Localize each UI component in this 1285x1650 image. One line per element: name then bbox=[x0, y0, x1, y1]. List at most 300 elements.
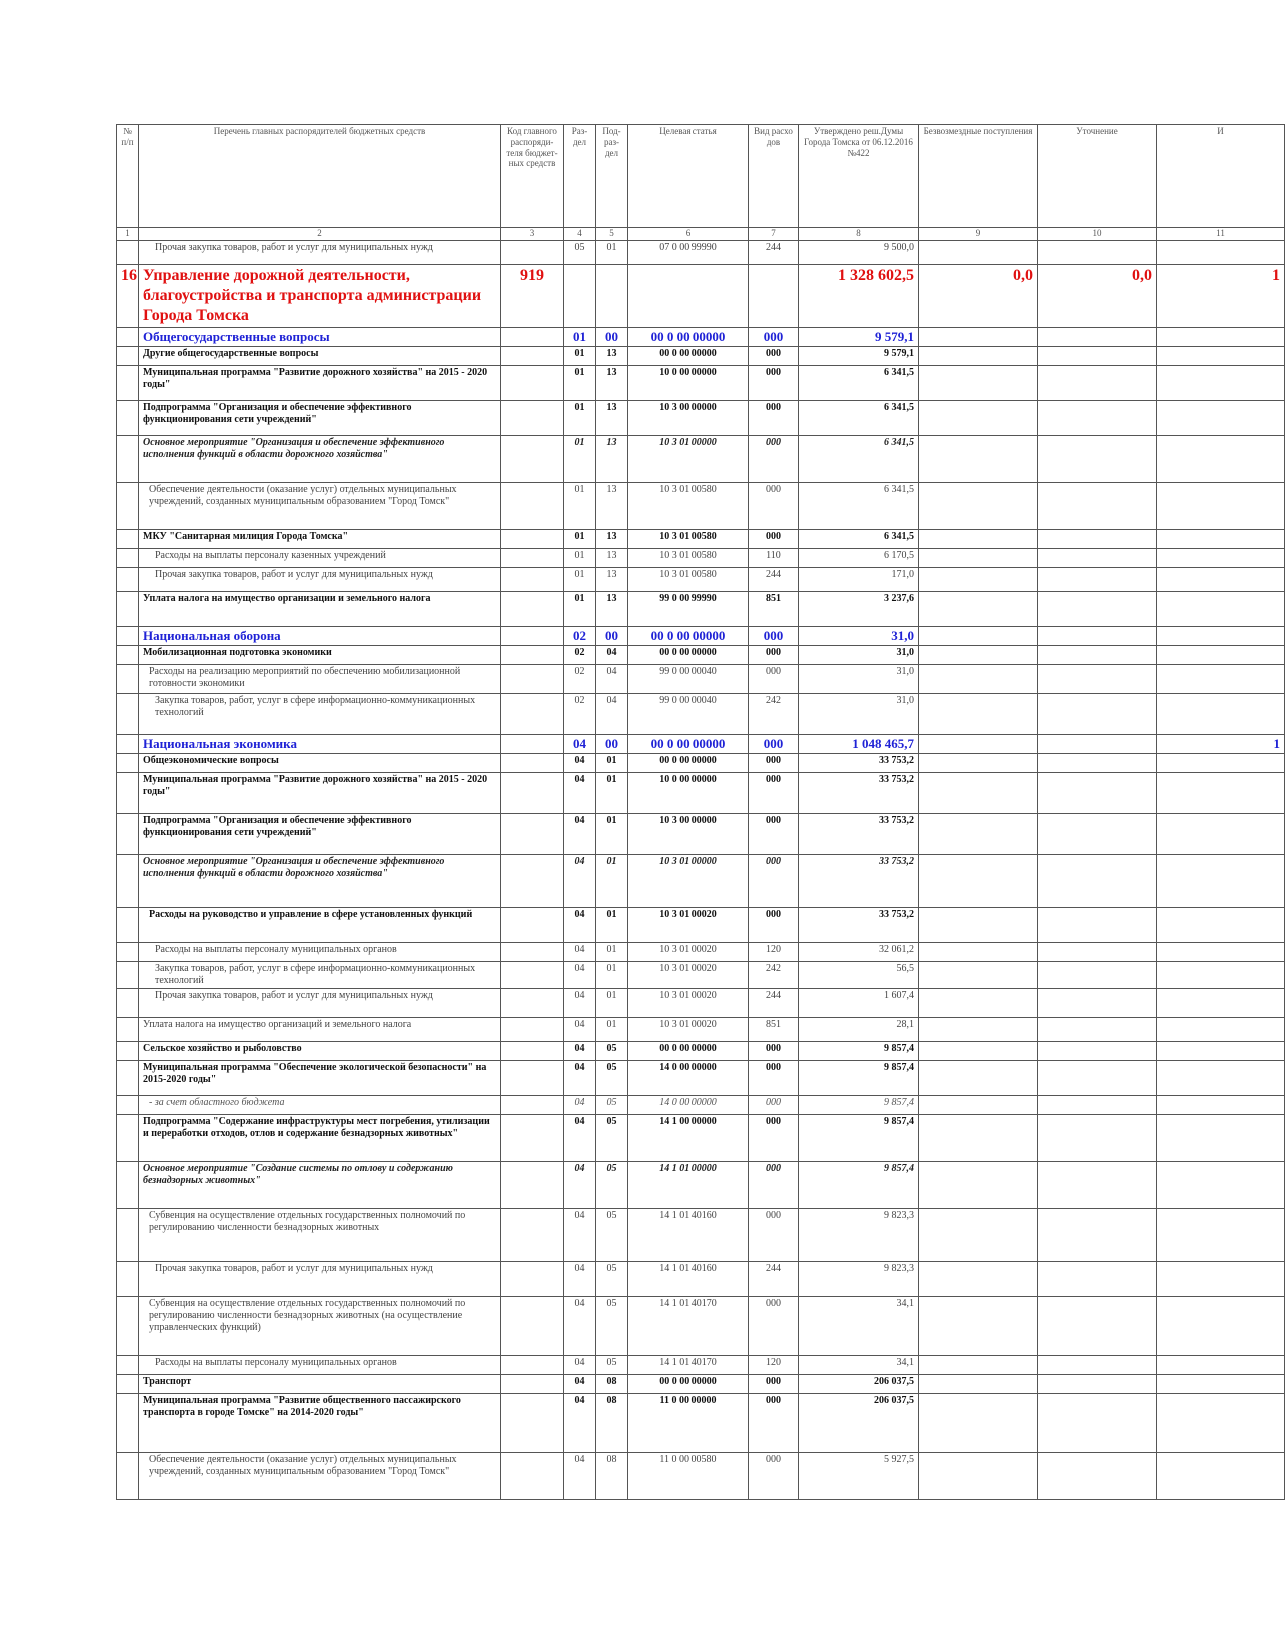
row-free bbox=[919, 1375, 1038, 1394]
row-target: 10 3 01 00020 bbox=[628, 962, 749, 989]
row-clar bbox=[1038, 855, 1157, 908]
row-code bbox=[501, 694, 564, 735]
row-number bbox=[117, 962, 139, 989]
row-extra bbox=[1157, 908, 1285, 943]
row-podrazdel: 01 bbox=[596, 1018, 628, 1042]
row-code bbox=[501, 592, 564, 627]
row-vid: 000 bbox=[749, 530, 799, 549]
row-free bbox=[919, 1042, 1038, 1061]
row-clar bbox=[1038, 962, 1157, 989]
row-approved: 206 037,5 bbox=[799, 1394, 919, 1453]
row-target: 14 1 00 00000 bbox=[628, 1115, 749, 1162]
row-free bbox=[919, 1394, 1038, 1453]
row-extra bbox=[1157, 1453, 1285, 1500]
row-target: 10 0 00 00000 bbox=[628, 773, 749, 814]
table-row bbox=[117, 855, 1285, 908]
row-extra: 1 bbox=[1157, 265, 1285, 328]
row-code bbox=[501, 1453, 564, 1500]
row-target: 00 0 00 00000 bbox=[628, 754, 749, 773]
row-free bbox=[919, 549, 1038, 568]
row-name: Обеспечение деятельности (оказание услуг) отдельных муниципальных учреждений, созданных муниципальным образованием "Город Томск" bbox=[139, 483, 501, 530]
row-extra bbox=[1157, 366, 1285, 401]
table-row bbox=[117, 568, 1285, 592]
row-code bbox=[501, 1162, 564, 1209]
row-podrazdel: 00 bbox=[596, 735, 628, 754]
row-code bbox=[501, 735, 564, 754]
row-podrazdel: 13 bbox=[596, 483, 628, 530]
row-vid: 000 bbox=[749, 1096, 799, 1115]
row-vid: 000 bbox=[749, 1115, 799, 1162]
row-extra bbox=[1157, 665, 1285, 694]
row-razdel: 01 bbox=[564, 401, 596, 436]
row-clar bbox=[1038, 735, 1157, 754]
row-target: 10 3 01 00580 bbox=[628, 549, 749, 568]
row-number bbox=[117, 568, 139, 592]
row-target: 10 3 01 00580 bbox=[628, 530, 749, 549]
row-name: Муниципальная программа "Развитие дорожного хозяйства" на 2015 - 2020 годы" bbox=[139, 366, 501, 401]
budget-table bbox=[116, 124, 1285, 1500]
row-name: Основное мероприятие "Организация и обеспечение эффективного исполнения функций в области дорожного хозяйства" bbox=[139, 436, 501, 483]
row-name: Уплата налога на имущество организации и земельного налога bbox=[139, 592, 501, 627]
row-clar bbox=[1038, 814, 1157, 855]
row-vid: 000 bbox=[749, 1162, 799, 1209]
row-razdel: 04 bbox=[564, 1042, 596, 1061]
row-extra bbox=[1157, 1162, 1285, 1209]
row-extra bbox=[1157, 1262, 1285, 1297]
row-clar bbox=[1038, 568, 1157, 592]
table-row bbox=[117, 665, 1285, 694]
header-code: Код главного распоряди-теля бюджет-ных средств bbox=[501, 125, 564, 228]
row-code bbox=[501, 401, 564, 436]
row-extra bbox=[1157, 592, 1285, 627]
row-approved: 9 500,0 bbox=[799, 241, 919, 265]
row-name: Другие общегосударственные вопросы bbox=[139, 347, 501, 366]
row-clar bbox=[1038, 665, 1157, 694]
table-row bbox=[117, 592, 1285, 627]
row-target: 00 0 00 00000 bbox=[628, 1375, 749, 1394]
row-approved: 9 857,4 bbox=[799, 1061, 919, 1096]
row-approved: 31,0 bbox=[799, 694, 919, 735]
row-razdel: 04 bbox=[564, 1018, 596, 1042]
row-razdel: 04 bbox=[564, 1115, 596, 1162]
row-podrazdel: 00 bbox=[596, 328, 628, 347]
row-vid: 000 bbox=[749, 646, 799, 665]
row-vid: 244 bbox=[749, 241, 799, 265]
row-number bbox=[117, 1115, 139, 1162]
row-podrazdel: 01 bbox=[596, 855, 628, 908]
row-approved: 33 753,2 bbox=[799, 908, 919, 943]
row-approved: 9 823,3 bbox=[799, 1262, 919, 1297]
row-clar bbox=[1038, 1042, 1157, 1061]
row-podrazdel: 04 bbox=[596, 665, 628, 694]
row-extra bbox=[1157, 1356, 1285, 1375]
row-vid: 120 bbox=[749, 1356, 799, 1375]
row-razdel: 01 bbox=[564, 568, 596, 592]
table-row bbox=[117, 989, 1285, 1018]
table-row bbox=[117, 401, 1285, 436]
table-row bbox=[117, 943, 1285, 962]
row-code bbox=[501, 1394, 564, 1453]
row-number bbox=[117, 1453, 139, 1500]
row-name: Основное мероприятие "Организация и обеспечение эффективного исполнения функций в области дорожного хозяйства" bbox=[139, 855, 501, 908]
row-number bbox=[117, 1061, 139, 1096]
row-target: 10 3 00 00000 bbox=[628, 814, 749, 855]
row-podrazdel: 13 bbox=[596, 549, 628, 568]
row-extra bbox=[1157, 943, 1285, 962]
row-extra bbox=[1157, 1297, 1285, 1356]
row-target: 10 3 01 00000 bbox=[628, 855, 749, 908]
row-podrazdel: 08 bbox=[596, 1394, 628, 1453]
row-code bbox=[501, 855, 564, 908]
table-row bbox=[117, 1209, 1285, 1262]
row-extra bbox=[1157, 1375, 1285, 1394]
row-free bbox=[919, 773, 1038, 814]
row-clar bbox=[1038, 1061, 1157, 1096]
row-vid: 110 bbox=[749, 549, 799, 568]
row-podrazdel: 13 bbox=[596, 568, 628, 592]
row-name: Муниципальная программа "Развитие дорожного хозяйства" на 2015 - 2020 годы" bbox=[139, 773, 501, 814]
row-target: 10 3 00 00000 bbox=[628, 401, 749, 436]
row-number bbox=[117, 1018, 139, 1042]
row-number bbox=[117, 592, 139, 627]
row-number bbox=[117, 989, 139, 1018]
row-extra bbox=[1157, 754, 1285, 773]
row-code bbox=[501, 814, 564, 855]
row-vid: 244 bbox=[749, 1262, 799, 1297]
table-row bbox=[117, 1061, 1285, 1096]
row-razdel: 04 bbox=[564, 1061, 596, 1096]
table-row bbox=[117, 1115, 1285, 1162]
row-razdel: 04 bbox=[564, 1262, 596, 1297]
row-code bbox=[501, 530, 564, 549]
row-number bbox=[117, 1356, 139, 1375]
row-razdel: 01 bbox=[564, 328, 596, 347]
row-approved: 32 061,2 bbox=[799, 943, 919, 962]
row-podrazdel: 05 bbox=[596, 1297, 628, 1356]
row-number bbox=[117, 1262, 139, 1297]
row-target: 11 0 00 00000 bbox=[628, 1394, 749, 1453]
row-name: Прочая закупка товаров, работ и услуг для муниципальных нужд bbox=[139, 1262, 501, 1297]
row-code bbox=[501, 908, 564, 943]
row-free bbox=[919, 1115, 1038, 1162]
row-clar bbox=[1038, 694, 1157, 735]
row-free bbox=[919, 694, 1038, 735]
row-approved: 9 857,4 bbox=[799, 1162, 919, 1209]
row-razdel: 04 bbox=[564, 1356, 596, 1375]
header-target: Целевая статья bbox=[628, 125, 749, 228]
row-name: Прочая закупка товаров, работ и услуг для муниципальных нужд bbox=[139, 989, 501, 1018]
header-razdel: Раз-дел bbox=[564, 125, 596, 228]
row-free bbox=[919, 665, 1038, 694]
row-podrazdel: 01 bbox=[596, 943, 628, 962]
row-target: 00 0 00 00000 bbox=[628, 735, 749, 754]
row-razdel: 04 bbox=[564, 814, 596, 855]
header-name: Перечень главных распорядителей бюджетных средств bbox=[139, 125, 501, 228]
row-code bbox=[501, 1209, 564, 1262]
row-podrazdel: 05 bbox=[596, 1096, 628, 1115]
row-podrazdel: 05 bbox=[596, 1042, 628, 1061]
row-razdel: 04 bbox=[564, 855, 596, 908]
table-row bbox=[117, 1394, 1285, 1453]
row-free bbox=[919, 1297, 1038, 1356]
table-row bbox=[117, 366, 1285, 401]
row-name: - за счет областного бюджета bbox=[139, 1096, 501, 1115]
row-podrazdel: 01 bbox=[596, 754, 628, 773]
row-name: Уплата налога на имущество организаций и земельного налога bbox=[139, 1018, 501, 1042]
row-razdel: 05 bbox=[564, 241, 596, 265]
row-clar bbox=[1038, 1018, 1157, 1042]
row-name: Муниципальная программа "Обеспечение экологической безопасности" на 2015-2020 годы" bbox=[139, 1061, 501, 1096]
row-target: 14 1 01 40170 bbox=[628, 1356, 749, 1375]
row-name: Мобилизационная подготовка экономики bbox=[139, 646, 501, 665]
row-number bbox=[117, 694, 139, 735]
row-free bbox=[919, 1209, 1038, 1262]
row-vid: 000 bbox=[749, 1297, 799, 1356]
row-approved: 31,0 bbox=[799, 665, 919, 694]
col-number: 2 bbox=[139, 228, 501, 241]
row-target: 10 3 01 00580 bbox=[628, 568, 749, 592]
row-number bbox=[117, 627, 139, 646]
col-number: 5 bbox=[596, 228, 628, 241]
row-free bbox=[919, 627, 1038, 646]
row-number bbox=[117, 1209, 139, 1262]
row-approved: 206 037,5 bbox=[799, 1375, 919, 1394]
row-clar bbox=[1038, 1096, 1157, 1115]
row-extra bbox=[1157, 241, 1285, 265]
row-free bbox=[919, 754, 1038, 773]
row-approved: 34,1 bbox=[799, 1297, 919, 1356]
row-target: 14 0 00 00000 bbox=[628, 1061, 749, 1096]
row-free bbox=[919, 366, 1038, 401]
row-razdel: 01 bbox=[564, 483, 596, 530]
row-name: Прочая закупка товаров, работ и услуг для муниципальных нужд bbox=[139, 241, 501, 265]
row-razdel: 02 bbox=[564, 627, 596, 646]
row-code bbox=[501, 1356, 564, 1375]
row-vid: 242 bbox=[749, 962, 799, 989]
row-number bbox=[117, 773, 139, 814]
row-free: 0,0 bbox=[919, 265, 1038, 328]
row-free bbox=[919, 347, 1038, 366]
row-free bbox=[919, 989, 1038, 1018]
row-approved: 5 927,5 bbox=[799, 1453, 919, 1500]
row-name: Подпрограмма "Организация и обеспечение эффективного функционирования сети учреждений" bbox=[139, 401, 501, 436]
row-number bbox=[117, 735, 139, 754]
row-target: 14 1 01 40160 bbox=[628, 1262, 749, 1297]
row-vid: 120 bbox=[749, 943, 799, 962]
row-name: Расходы на выплаты персоналу муниципальных органов bbox=[139, 1356, 501, 1375]
row-free bbox=[919, 401, 1038, 436]
row-code bbox=[501, 1297, 564, 1356]
row-vid: 000 bbox=[749, 1061, 799, 1096]
col-number: 4 bbox=[564, 228, 596, 241]
row-podrazdel: 01 bbox=[596, 773, 628, 814]
budget-table-sheet bbox=[116, 124, 1280, 1500]
row-razdel: 04 bbox=[564, 943, 596, 962]
row-code bbox=[501, 1096, 564, 1115]
row-clar bbox=[1038, 627, 1157, 646]
row-vid: 000 bbox=[749, 855, 799, 908]
row-razdel: 01 bbox=[564, 530, 596, 549]
row-number bbox=[117, 241, 139, 265]
header-extra: И bbox=[1157, 125, 1285, 228]
row-clar bbox=[1038, 943, 1157, 962]
row-vid: 000 bbox=[749, 1453, 799, 1500]
row-podrazdel: 13 bbox=[596, 401, 628, 436]
row-free bbox=[919, 592, 1038, 627]
row-clar bbox=[1038, 1356, 1157, 1375]
row-code bbox=[501, 328, 564, 347]
table-row bbox=[117, 1162, 1285, 1209]
table-row bbox=[117, 1018, 1285, 1042]
header-podrazdel: Под-раз-дел bbox=[596, 125, 628, 228]
row-extra bbox=[1157, 1061, 1285, 1096]
row-name: Национальная экономика bbox=[139, 735, 501, 754]
row-name: Субвенция на осуществление отдельных государственных полномочий по регулированию численности безнадзорных животных (на осуществление управленческих функций) bbox=[139, 1297, 501, 1356]
row-vid: 851 bbox=[749, 1018, 799, 1042]
row-code bbox=[501, 773, 564, 814]
row-target bbox=[628, 265, 749, 328]
column-number-row bbox=[117, 228, 1285, 241]
row-code bbox=[501, 347, 564, 366]
row-extra bbox=[1157, 627, 1285, 646]
row-code bbox=[501, 436, 564, 483]
row-free bbox=[919, 1262, 1038, 1297]
row-approved: 9 857,4 bbox=[799, 1042, 919, 1061]
row-clar bbox=[1038, 530, 1157, 549]
row-podrazdel: 13 bbox=[596, 592, 628, 627]
row-name: Общеэкономические вопросы bbox=[139, 754, 501, 773]
row-name: Расходы на реализацию мероприятий по обеспечению мобилизационной готовности экономики bbox=[139, 665, 501, 694]
row-name: Прочая закупка товаров, работ и услуг для муниципальных нужд bbox=[139, 568, 501, 592]
row-target: 10 3 01 00000 bbox=[628, 436, 749, 483]
row-podrazdel: 01 bbox=[596, 908, 628, 943]
table-row bbox=[117, 1375, 1285, 1394]
row-vid: 000 bbox=[749, 1042, 799, 1061]
row-razdel: 04 bbox=[564, 1375, 596, 1394]
col-number: 8 bbox=[799, 228, 919, 241]
header-approved: Утверждено реш.Думы Города Томска от 06.12.2016 №422 bbox=[799, 125, 919, 228]
row-number bbox=[117, 328, 139, 347]
row-target: 99 0 00 00040 bbox=[628, 694, 749, 735]
row-approved: 6 341,5 bbox=[799, 483, 919, 530]
row-razdel: 04 bbox=[564, 773, 596, 814]
row-clar bbox=[1038, 347, 1157, 366]
row-clar bbox=[1038, 366, 1157, 401]
row-vid: 242 bbox=[749, 694, 799, 735]
row-razdel: 01 bbox=[564, 347, 596, 366]
row-number bbox=[117, 754, 139, 773]
row-approved: 3 237,6 bbox=[799, 592, 919, 627]
row-name: Расходы на выплаты персоналу муниципальных органов bbox=[139, 943, 501, 962]
row-approved: 33 753,2 bbox=[799, 773, 919, 814]
row-podrazdel: 04 bbox=[596, 694, 628, 735]
row-name: Муниципальная программа "Развитие общественного пассажирского транспорта в городе Томске" на 2014-2020 годы" bbox=[139, 1394, 501, 1453]
row-razdel: 02 bbox=[564, 665, 596, 694]
row-target: 99 0 00 99990 bbox=[628, 592, 749, 627]
row-target: 14 0 00 00000 bbox=[628, 1096, 749, 1115]
row-code bbox=[501, 665, 564, 694]
row-clar bbox=[1038, 908, 1157, 943]
row-code bbox=[501, 989, 564, 1018]
row-name: Расходы на выплаты персоналу казенных учреждений bbox=[139, 549, 501, 568]
row-free bbox=[919, 530, 1038, 549]
row-number bbox=[117, 436, 139, 483]
row-vid: 000 bbox=[749, 1375, 799, 1394]
header-free: Безвозмездные поступления bbox=[919, 125, 1038, 228]
row-approved: 9 579,1 bbox=[799, 347, 919, 366]
row-vid: 244 bbox=[749, 568, 799, 592]
row-vid: 000 bbox=[749, 1209, 799, 1262]
col-number: 3 bbox=[501, 228, 564, 241]
table-row bbox=[117, 241, 1285, 265]
row-code bbox=[501, 1115, 564, 1162]
table-row bbox=[117, 1356, 1285, 1375]
row-extra bbox=[1157, 1394, 1285, 1453]
row-extra bbox=[1157, 1096, 1285, 1115]
row-clar bbox=[1038, 1453, 1157, 1500]
row-vid: 000 bbox=[749, 347, 799, 366]
row-free bbox=[919, 646, 1038, 665]
row-free bbox=[919, 568, 1038, 592]
header-vid: Вид расхо дов bbox=[749, 125, 799, 228]
row-clar bbox=[1038, 1297, 1157, 1356]
row-approved: 9 857,4 bbox=[799, 1096, 919, 1115]
row-approved: 56,5 bbox=[799, 962, 919, 989]
row-clar bbox=[1038, 328, 1157, 347]
col-number: 10 bbox=[1038, 228, 1157, 241]
row-name: Сельское хозяйство и рыболовство bbox=[139, 1042, 501, 1061]
table-row bbox=[117, 436, 1285, 483]
row-extra: 1 bbox=[1157, 735, 1285, 754]
row-name: Обеспечение деятельности (оказание услуг) отдельных муниципальных учреждений, созданных муниципальным образованием "Город Томск" bbox=[139, 1453, 501, 1500]
row-name: Транспорт bbox=[139, 1375, 501, 1394]
row-code bbox=[501, 943, 564, 962]
row-name: Общегосударственные вопросы bbox=[139, 328, 501, 347]
row-approved: 34,1 bbox=[799, 1356, 919, 1375]
row-free bbox=[919, 241, 1038, 265]
row-code bbox=[501, 1018, 564, 1042]
row-vid bbox=[749, 265, 799, 328]
row-podrazdel: 04 bbox=[596, 646, 628, 665]
row-target: 10 3 01 00020 bbox=[628, 943, 749, 962]
table-row bbox=[117, 908, 1285, 943]
row-number bbox=[117, 1394, 139, 1453]
row-code bbox=[501, 549, 564, 568]
row-extra bbox=[1157, 436, 1285, 483]
row-free bbox=[919, 962, 1038, 989]
row-razdel: 01 bbox=[564, 436, 596, 483]
row-target: 00 0 00 00000 bbox=[628, 347, 749, 366]
row-podrazdel: 05 bbox=[596, 1356, 628, 1375]
row-code bbox=[501, 627, 564, 646]
row-number bbox=[117, 1297, 139, 1356]
row-code bbox=[501, 754, 564, 773]
row-podrazdel: 05 bbox=[596, 1262, 628, 1297]
row-clar bbox=[1038, 241, 1157, 265]
row-target: 10 3 01 00020 bbox=[628, 989, 749, 1018]
row-approved: 9 823,3 bbox=[799, 1209, 919, 1262]
row-number bbox=[117, 1375, 139, 1394]
row-free bbox=[919, 483, 1038, 530]
row-podrazdel: 01 bbox=[596, 814, 628, 855]
row-clar bbox=[1038, 483, 1157, 530]
row-vid: 000 bbox=[749, 665, 799, 694]
table-row bbox=[117, 1297, 1285, 1356]
row-target: 07 0 00 99990 bbox=[628, 241, 749, 265]
row-clar bbox=[1038, 989, 1157, 1018]
row-free bbox=[919, 1453, 1038, 1500]
row-name: МКУ "Санитарная милиция Города Томска" bbox=[139, 530, 501, 549]
